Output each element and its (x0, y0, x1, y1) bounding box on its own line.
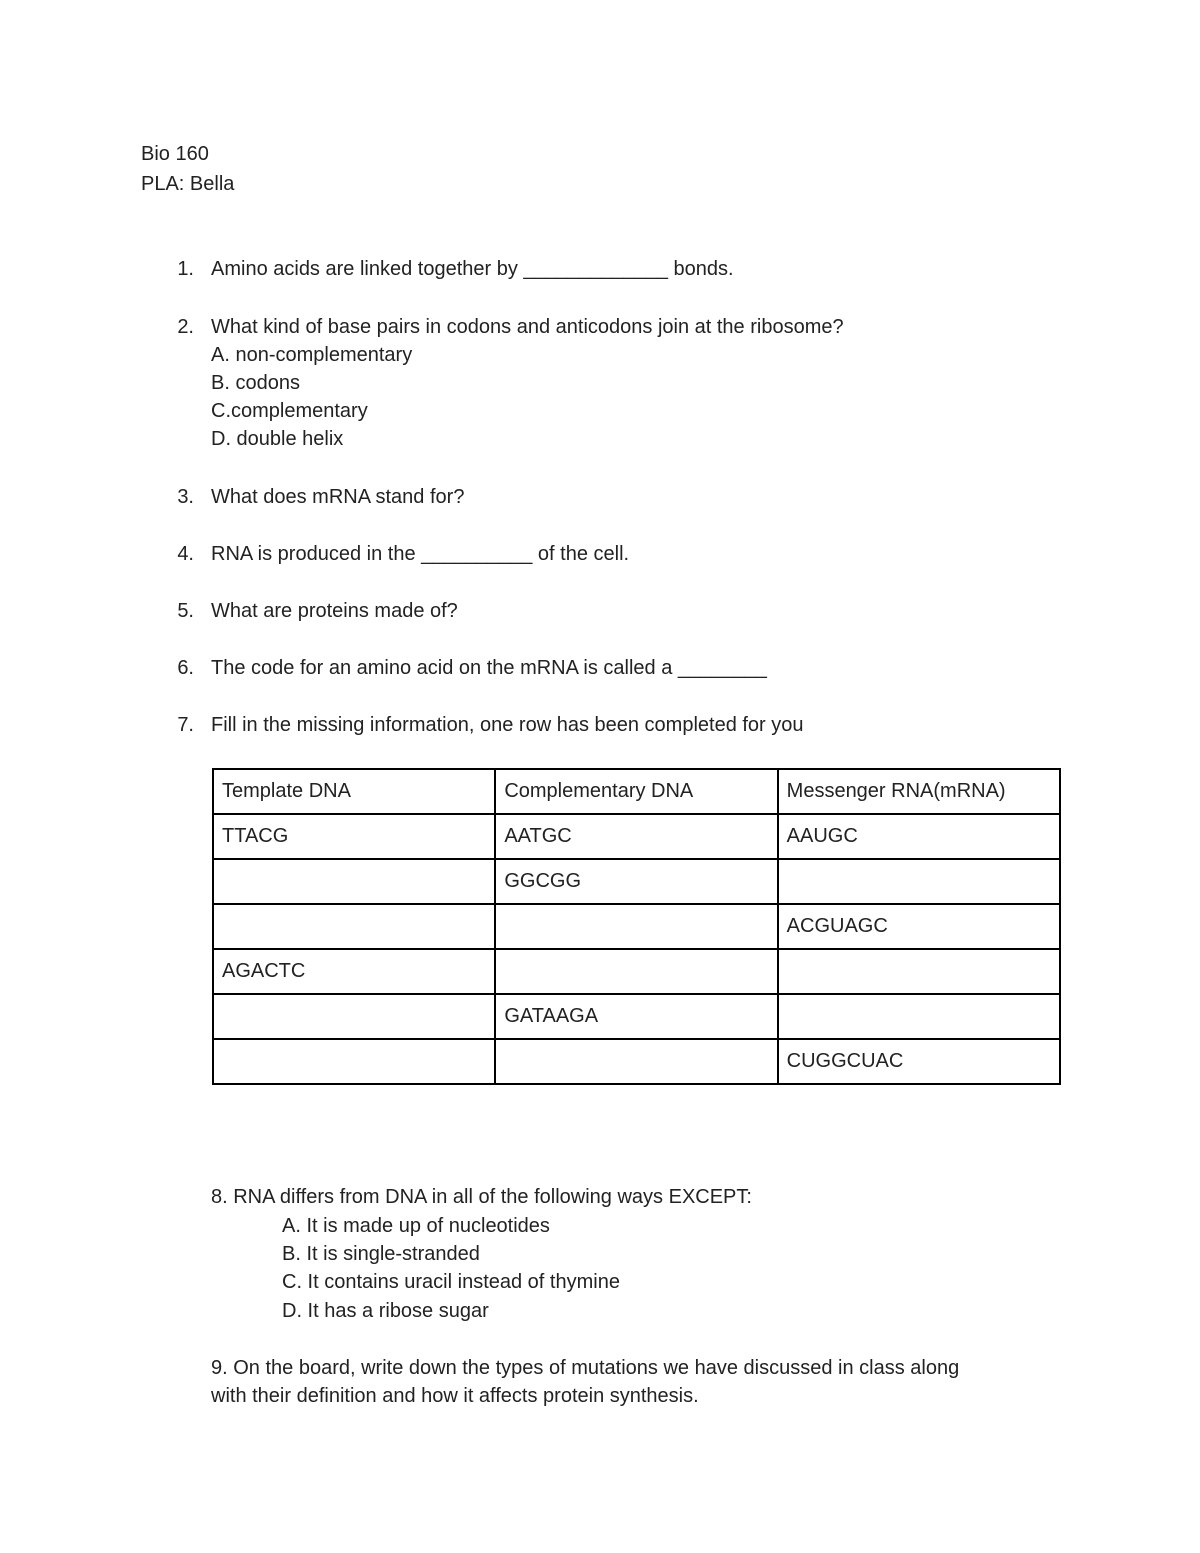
question-4-number: 4. (177, 543, 194, 565)
question-9-line-2: with their definition and how it affects protein synthesis. (211, 1385, 699, 1407)
question-8-option-b: B. It is single-stranded (282, 1243, 480, 1265)
question-8-text: 8. RNA differs from DNA in all of the following ways EXCEPT: (211, 1186, 752, 1208)
question-2-number: 2. (177, 316, 194, 338)
table-cell (495, 904, 777, 949)
table-cell (778, 949, 1060, 994)
table-cell: GGCGG (495, 859, 777, 904)
question-5-text: What are proteins made of? (211, 600, 458, 622)
question-2-text: What kind of base pairs in codons and anticodons join at the ribosome? (211, 316, 844, 338)
table-header-cell: Template DNA (213, 769, 495, 814)
question-8-option-c: C. It contains uracil instead of thymine (282, 1271, 620, 1293)
table-cell (495, 1039, 777, 1084)
dna-table (212, 768, 1061, 1085)
question-2-option-b: B. codons (211, 372, 300, 394)
table-cell: AGACTC (213, 949, 495, 994)
question-4-text: RNA is produced in the __________ of the cell. (211, 543, 630, 565)
course-title: Bio 160 (141, 143, 209, 165)
table-cell (778, 859, 1060, 904)
table-row (213, 859, 1060, 904)
table-cell (495, 949, 777, 994)
question-1-text: Amino acids are linked together by _____________ bonds. (211, 258, 734, 280)
table-cell (778, 994, 1060, 1039)
table-cell: GATAAGA (495, 994, 777, 1039)
table-cell (213, 859, 495, 904)
question-2-option-d: D. double helix (211, 428, 344, 450)
table-cell (213, 904, 495, 949)
question-2-option-a: A. non-complementary (211, 344, 413, 366)
question-6-number: 6. (177, 657, 194, 679)
pla-name: PLA: Bella (141, 173, 235, 195)
question-7-number: 7. (177, 714, 194, 736)
question-1-number: 1. (177, 258, 194, 280)
table-cell (213, 994, 495, 1039)
table-header-cell: Messenger RNA(mRNA) (778, 769, 1060, 814)
table-row (213, 994, 1060, 1039)
table-row (213, 904, 1060, 949)
table-cell: TTACG (213, 814, 495, 859)
question-5-number: 5. (177, 600, 194, 622)
table-cell (213, 1039, 495, 1084)
question-6-text: The code for an amino acid on the mRNA is called a ________ (211, 657, 767, 679)
question-2-option-c: C.complementary (211, 400, 368, 422)
question-3-text: What does mRNA stand for? (211, 486, 465, 508)
table-header-cell: Complementary DNA (495, 769, 777, 814)
table-row (213, 1039, 1060, 1084)
table-cell: AATGC (495, 814, 777, 859)
question-8-option-a: A. It is made up of nucleotides (282, 1215, 550, 1237)
question-8-option-d: D. It has a ribose sugar (282, 1300, 489, 1322)
question-7-text: Fill in the missing information, one row has been completed for you (211, 714, 804, 736)
table-cell: AAUGC (778, 814, 1060, 859)
table-row (213, 814, 1060, 859)
table-header-row (213, 769, 1060, 814)
table-cell: ACGUAGC (778, 904, 1060, 949)
table-cell: CUGGCUAC (778, 1039, 1060, 1084)
question-3-number: 3. (177, 486, 194, 508)
question-9-line-1: 9. On the board, write down the types of mutations we have discussed in class along (211, 1357, 960, 1379)
table-row (213, 949, 1060, 994)
